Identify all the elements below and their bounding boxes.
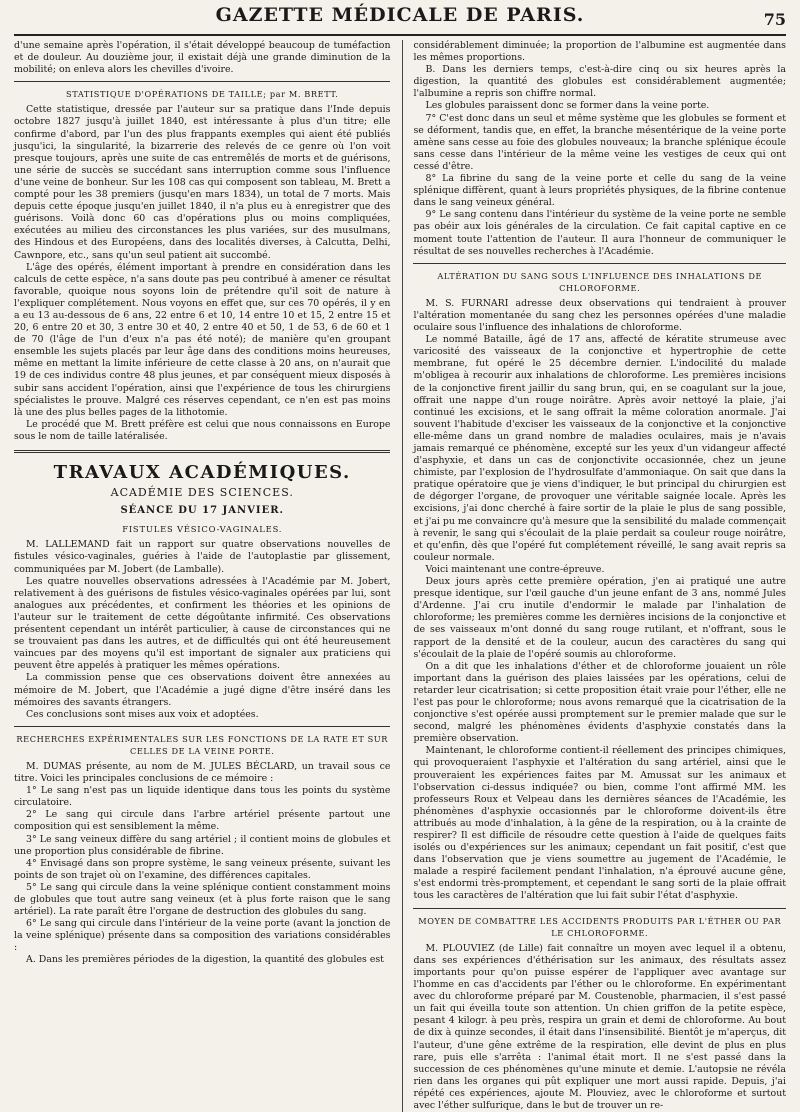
paragraph: 9° Le sang contenu dans l'intérieur du système de la veine porte ne semble pas obéir aux lois générales de la circulation. Ce fait capital captive en ce moment toute l'attention de l'auteur. Il aura l'honneur de communiquer le résultat de ses nouvelles recherches à l'Académie. xyxy=(413,209,786,257)
article-heading-moyen: MOYEN DE COMBATTRE LES ACCIDENTS PRODUITS PAR L'ÉTHER OU PAR LE CHLOROFORME. xyxy=(418,915,782,938)
list-item: 4° Envisagé dans son propre système, le sang veineux présente, suivant les points de son trajet où on l'examine, des différences capitales. xyxy=(14,857,391,881)
article-heading-statistique: STATISTIQUE D'OPÉRATIONS DE TAILLE; par M. BRETT. xyxy=(66,89,339,100)
paragraph: B. Dans les derniers temps, c'est-à-dire cinq ou six heures après la digestion, la quantité des globules est considérablement augmentée; l'albumine a repris son chiffre normal. xyxy=(413,64,786,100)
paragraph: Le procédé que M. Brett préfère est celui que nous connaissons en Europe sous le nom de taille latéralisée. xyxy=(14,418,391,442)
paragraph: 8° La fibrine du sang de la veine porte et celle du sang de la veine splénique diffèrent, quant à leurs propriétés physiques, de la fibrine contenue dans le sang veineux général. xyxy=(413,173,786,209)
paragraph: Ces conclusions sont mises aux voix et adoptées. xyxy=(26,708,259,720)
seance-heading: SÉANCE DU 17 JANVIER. xyxy=(120,505,285,517)
paragraph: d'une semaine après l'opération, il s'était développé beaucoup de tuméfaction et de douleur. Au douzième jour, il existait déjà une grande diminution de la mobilité; on enleva alors les chevilles d'ivoire. xyxy=(14,40,391,76)
divider xyxy=(413,263,786,264)
list-item: 1° Le sang n'est pas un liquide identique dans tous les points du système circulatoire. xyxy=(14,785,391,809)
list-item: A. Dans les premières périodes de la digestion, la quantité des globules est xyxy=(26,954,384,966)
list-item: 6° Le sang qui circule dans l'intérieur de la veine porte (avant la jonction de la veine splénique) présente dans sa composition des variations considérables : xyxy=(14,918,391,954)
paragraph: Voici maintenant une contre-épreuve. xyxy=(425,563,605,575)
paragraph: Les globules paraissent donc se former dans la veine porte. xyxy=(425,100,710,112)
list-item: 3° Le sang veineux diffère du sang artériel ; il contient moins de globules et une proportion plus considérable de fibrine. xyxy=(14,833,391,857)
paragraph: considérablement diminuée; la proportion de l'albumine est augmentée dans les mêmes proportions. xyxy=(413,40,786,64)
article-heading-rate: RECHERCHES EXPÉRIMENTALES SUR LES FONCTIONS DE LA RATE ET SUR CELLES DE LA VEINE PORTE. xyxy=(16,733,389,756)
academy-heading: ACADÉMIE DES SCIENCES. xyxy=(110,486,294,500)
paragraph: Maintenant, le chloroforme contient-il réellement des principes chimiques, qui provoqueraient l'asphyxie et l'altération du sang artériel, ainsi que le prouveraient les expériences faites par M. Amussat sur les animaux et l'observation ci-dessus indiquée? ou bien, comme l'ont affirmé MM. les professeurs Roux et Velpeau dans les dernières séances de l'Académie, les phénomènes d'asphyxie occasionnés par le chloroforme doivent-ils être attribués au mode d'inhalation, à la gêne de la respiration, ou à la crainte de respirer? Il est difficile de résoudre cette question à l'aide de quelques faits isolés ou d'expériences sur les animaux; cependant un fait positif, c'est que dans l'observation que je viens soumettre au jugement de l'Académie, le malade a respiré facilement pendant l'inhalation, n'a éprouvé aucune gêne, s'est endormi très-promptement, et cependant le sang sorti de la plaie offrait tous les caractères de l'altération que lui fait subir l'état d'asphyxie. xyxy=(413,745,786,902)
paragraph: Cette statistique, dressée par l'auteur sur sa pratique dans l'Inde depuis octobre 1827 jusqu'à juillet 1840, est intéressante à plus d'un titre; elle confirme d'abord, par l'un des plus frappants exemples qui aient été publiés jusqu'ici, la singularité, la bizarrerie des relevés de ce genre où l'on voit presque toujours, après une suite de cas entremêlés de morts et de guérisons, une série de succès se succédant sans interruption comme sous l'influence d'une veine de bonheur. Sur les 108 cas qui composent son tableau, M. Brett a compté pour les 38 premiers (jusqu'en mars 1834), un total de 7 morts. Mais depuis cette époque jusqu'en juillet 1840, il n'a plus eu à enregistrer que des guérisons. Voilà donc 60 cas d'opérations plus ou moins compliquées, exécutées au milieu des circonstances les plus variées, sur des musulmans, des Hindous et des Européens, dans des localités diverses, à Calcutta, Delhi, Cawnpore, etc., sans qu'un seul patient ait succombé. xyxy=(14,104,391,261)
paragraph: M. LALLEMAND fait un rapport sur quatre observations nouvelles de fistules vésico-vaginales, guéries à l'aide de l'autoplastie par glissement, communiquées par M. Jobert (de Lamballe). xyxy=(14,539,391,575)
paragraph: M. DUMAS présente, au nom de M. JULES BÉCLARD, un travail sous ce titre. Voici les principales conclusions de ce mémoire : xyxy=(14,760,391,785)
divider xyxy=(14,81,390,82)
divider xyxy=(14,450,390,453)
section-title: TRAVAUX ACADÉMIQUES. xyxy=(53,462,351,483)
paragraph: On a dit que les inhalations d'éther et de chloroforme jouaient un rôle important dans la guérison des plaies laissées par les opérations, celui de retarder leur cicatrisation; si cette proposition était vraie pour l'éther, elle ne l'est pas pour le chloroforme; nous avons remarqué que la cicatrisation de la conjonctive s'est opérée aussi promptement sur le premier malade que sur le second, malgré les phénomènes évidents d'asphyxie constatés dans la première observation. xyxy=(413,660,786,745)
page-number: 75 xyxy=(763,10,786,29)
list-item: 5° Le sang qui circule dans la veine splénique contient constamment moins de globules que tout autre sang veineux (et à plus forte raison que le sang artériel). La rate paraît être l'organe de destruction des globules du sang. xyxy=(14,881,391,918)
paragraph: M. PLOUVIEZ (de Lille) fait connaître un moyen avec lequel il a obtenu, dans ses expériences d'éthérisation sur les animaux, des résultats assez importants pour qu'on puisse espérer de l'appliquer avec avantage sur l'homme en cas d'accidents par l'éther ou le chloroforme. En expérimentant avec du chloroforme préparé par M. Coustenoble, pharmacien, il s'est passé un fait qui éveilla toute son attention. Un chien griffon de la petite espèce, pesant 4 kilogr. à peu près, respira un grain et demi de chloroforme. Au bout de dix à quinze secondes, il était dans l'insensibilité. Bientôt je m'aperçus, dit l'auteur, d'une gêne extrême de la respiration, elle devint de plus en plus rare, puis elle s'arrêta : l'animal était mort. Il ne s'est passé dans la succession de ces phénomènes qu'une minute et demie. L'autopsie ne révéla rien dans les organes qui pût expliquer une mort aussi rapide. Depuis, j'ai répété ces expériences, ajoute M. Plouviez, avec le chloroforme et surtout avec l'éther sulfurique, dans le but de trouver un re- xyxy=(413,942,786,1111)
article-heading-fistules: FISTULES VÉSICO-VAGINALES. xyxy=(122,524,283,535)
two-column-layout xyxy=(14,40,786,1112)
masthead xyxy=(14,4,786,36)
divider xyxy=(14,726,390,727)
right-column xyxy=(402,40,786,1112)
paragraph: 7° C'est donc dans un seul et même système que les globules se forment et se déforment, tandis que, en effet, la branche mésentérique de la veine porte amène sans cesse au foie des globules nouveaux; la branche splénique écoule sans cesse dans l'intérieur de la même veine les vestiges de ceux qui ont cessé d'être. xyxy=(413,112,786,172)
paragraph: L'âge des opérés, élément important à prendre en considération dans les calculs de cette espèce, n'a sans doute pas peu contribué à amener ce résultat favorable, quoique nous soyons loin de prétendre qu'il soit de nature à l'expliquer complétement. Nous voyons en effet que, sur ces 70 opérés, il y en a eu 13 au-dessous de 6 ans, 22 entre 6 et 10, 14 entre 10 et 15, 2 entre 15 et 20, 6 entre 20 et 30, 3 entre 30 et 40, 2 entre 40 et 50, 1 de 53, 6 de 60 et 1 de 70 (l'âge de l'un d'eux n'a pas été noté); de manière qu'en groupant ensemble les sujets placés par leur âge dans des conditions moins heureuses, même en mettant la limite inférieure de cette classe à 20 ans, on n'aurait que 19 de ces individus contre 48 plus jeunes, et par conséquent mieux disposés à subir sans accident l'opération, ainsi que l'expérience de tous les chirurgiens spécialistes le prouve. Malgré ces réserves cependant, ce n'en est pas moins là une des plus belles pages de la lithotomie. xyxy=(14,261,391,418)
list-item: 2° Le sang qui circule dans l'arbre artériel présente partout une composition qui est sensiblement la même. xyxy=(14,809,391,833)
paragraph: Deux jours après cette première opération, j'en ai pratiqué une autre presque identique, sur l'œil gauche d'un jeune enfant de 3 ans, nommé Jules d'Ardenne. J'ai cru inutile d'endormir le malade par l'inhalation de chloroforme; les premières comme les dernières incisions de la conjonctive et de ses vaisseaux m'ont donné du sang rouge rutilant, et n'offrant, sous le rapport de la densité et de la couleur, aucun des caractères du sang qui s'écoulait de la plaie de l'opéré soumis au chloroforme. xyxy=(413,576,786,660)
paragraph: Le nommé Bataille, âgé de 17 ans, affecté de kératite strumeuse avec varicosité des vaisseaux de la conjonctive et hypertrophie de cette membrane, fut opéré le 25 décembre dernier. L'indocilité du malade m'obligea à recourir aux inhalations de chloroforme. Les premières incisions de la conjonctive firent jaillir du sang brun, qui, en se coagulant sur la joue, offrait une nappe d'un rouge noirâtre. Après avoir nettoyé la plaie, j'ai continué les excisions, et le sang offrait la même coloration anormale. J'ai souvent l'habitude d'exciser les vaisseaux de la conjonctive et la conjonctive elle-même dans un grand nombre de maladies oculaires, mais je n'avais jamais remarqué ce phénomène, excepté sur les yeux d'un vidangeur affecté d'asphyxie, et dans un cas de conjonctivite occasionnée, chez un jeune chimiste, par l'explosion de l'hydrosulfate d'ammoniaque. On sait que dans la pratique opératoire que je viens d'indiquer, le but principal du chirurgien est de dégorger l'organe, de provoquer une véritable saignée locale. Après les excisions, j'ai donc cherché à faire sortir de la plaie le plus de sang possible, et j'ai pu me convaincre qu'à mesure que la sensibilité du malade commençait à revenir, le sang qui s'écoulait de la plaie perdait sa couleur rouge noirâtre, et qu'enfin, dès que l'opéré fut complétement réveillé, le sang avait repris sa couleur normale. xyxy=(413,334,786,563)
journal-title: GAZETTE MÉDICALE DE PARIS. xyxy=(215,4,585,26)
divider xyxy=(413,908,786,909)
paragraph: M. S. FURNARI adresse deux observations qui tendraient à prouver l'altération momentanée du sang chez les personnes opérées d'une maladie oculaire sous l'influence des inhalations de chloroforme. xyxy=(413,297,786,334)
paragraph: Les quatre nouvelles observations adressées à l'Académie par M. Jobert, relativement à des guérisons de fistules vésico-vaginales opérées par lui, sont analogues aux précédentes, et confirment les théories et les opinions de l'auteur sur le traitement de cette dégoûtante infirmité. Ces observations présentent cependant un intérêt particulier, à cause de circonstances qui ne se trouvaient pas dans les autres, et de difficultés qui ont été heureusement vaincues par des moyens qu'il est important de signaler aux praticiens qui peuvent être appelés à pratiquer les mêmes opérations. xyxy=(14,575,391,672)
paragraph: La commission pense que ces observations doivent être annexées au mémoire de M. Jobert, que l'Académie a jugé digne d'être inséré dans les mémoires des savants étrangers. xyxy=(14,672,391,708)
left-column xyxy=(14,40,390,1112)
article-heading-chloroforme: ALTÉRATION DU SANG SOUS L'INFLUENCE DES INHALATIONS DE CHLOROFORME. xyxy=(437,270,763,293)
